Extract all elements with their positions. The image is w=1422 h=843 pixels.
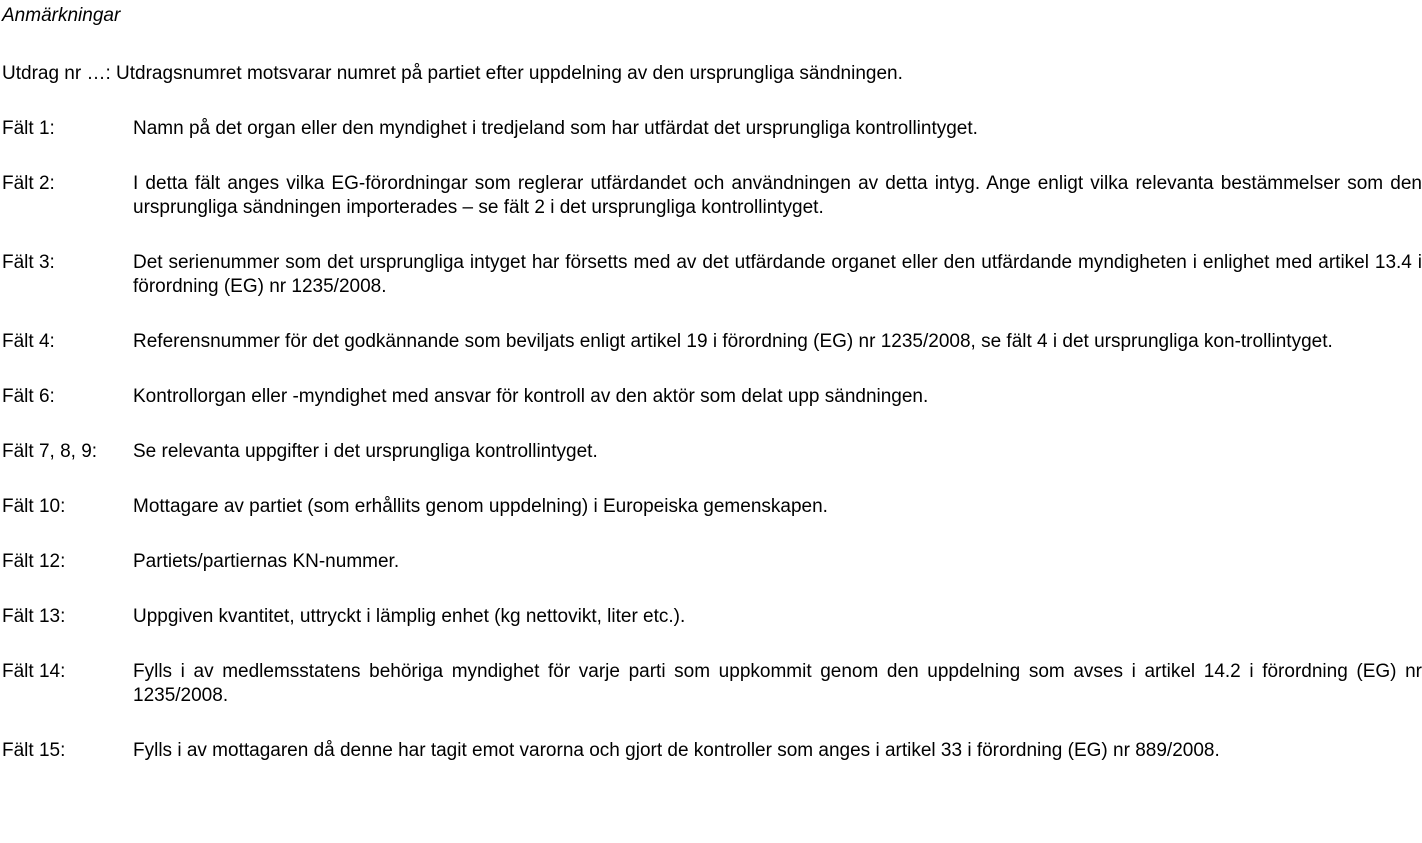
field-note-13 — [0, 605, 1422, 629]
field-note-7-8-9 — [0, 440, 1422, 464]
field-note-4 — [0, 330, 1422, 354]
field-label: Fält 13: — [2, 606, 66, 627]
field-description: Namn på det organ eller den myndighet i tredjeland som har utfärdat det ursprungliga kontrollintyget. — [133, 118, 978, 139]
field-notes-list — [0, 117, 1422, 763]
field-label: Fält 6: — [2, 386, 55, 407]
field-note-2 — [0, 172, 1422, 220]
field-description: Det serienummer som det ursprungliga intyget har försetts med av det utfärdande organet eller den utfärdande myndigheten i enlighet med artikel 13.4 i förordning (EG) nr 1235/2008. — [133, 252, 1422, 297]
notes-heading: Anmärkningar — [2, 5, 121, 26]
field-label: Fält 2: — [2, 173, 55, 194]
field-description: Kontrollorgan eller -myndighet med ansvar för kontroll av den aktör som delat upp sändningen. — [133, 386, 929, 407]
field-description: Referensnummer för det godkännande som beviljats enligt artikel 19 i förordning (EG) nr 1235/2008, se fält 4 i det ursprungliga kon-trollintyget. — [133, 331, 1333, 352]
field-note-15 — [0, 739, 1422, 763]
field-note-3 — [0, 251, 1422, 299]
field-description: I detta fält anges vilka EG-förordningar som reglerar utfärdandet och användningen av detta intyg. Ange enligt vilka relevanta bestämmelser som den ursprungliga sändningen importerades – se fält 2 i det ursprungliga kontrollintyget. — [133, 173, 1422, 218]
field-note-14 — [0, 660, 1422, 708]
field-note-10 — [0, 495, 1422, 519]
field-description: Se relevanta uppgifter i det ursprungliga kontrollintyget. — [133, 441, 598, 462]
field-label: Fält 12: — [2, 551, 66, 572]
field-description: Fylls i av mottagaren då denne har tagit emot varorna och gjort de kontroller som anges i artikel 33 i förordning (EG) nr 889/2008. — [133, 740, 1220, 761]
field-note-12 — [0, 550, 1422, 574]
field-note-1 — [0, 117, 1422, 141]
field-label: Fält 7, 8, 9: — [2, 441, 98, 462]
field-label: Fält 3: — [2, 252, 55, 273]
field-label: Fält 15: — [2, 740, 66, 761]
field-description: Fylls i av medlemsstatens behöriga myndighet för varje parti som uppkommit genom den uppdelning som avses i artikel 14.2 i förordning (EG) nr 1235/2008. — [133, 661, 1422, 706]
field-description: Mottagare av partiet (som erhållits genom uppdelning) i Europeiska gemenskapen. — [133, 496, 828, 517]
field-label: Fält 14: — [2, 661, 66, 682]
field-description: Partiets/partiernas KN-nummer. — [133, 551, 400, 572]
field-description: Uppgiven kvantitet, uttryckt i lämplig enhet (kg nettovikt, liter etc.). — [133, 606, 686, 627]
extract-number-note: Utdrag nr …: Utdragsnumret motsvarar numret på partiet efter uppdelning av den ursprungliga sändningen. — [2, 63, 903, 84]
field-note-6 — [0, 385, 1422, 409]
field-label: Fält 1: — [2, 118, 55, 139]
field-label: Fält 10: — [2, 496, 66, 517]
field-label: Fält 4: — [2, 331, 55, 352]
